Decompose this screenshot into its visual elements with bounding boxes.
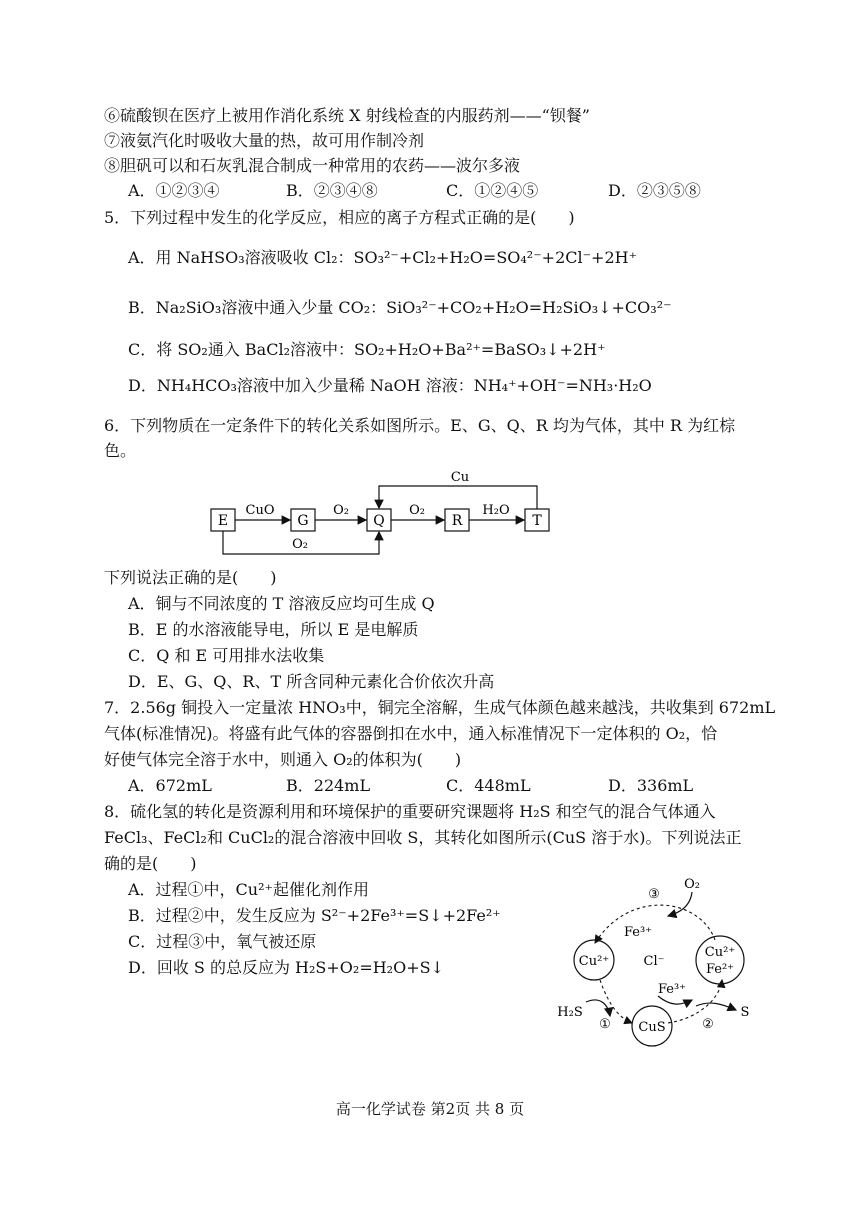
q6-stem-line2: 色。 [104,441,137,460]
o2-label: O₂ [684,877,700,892]
fe3-right-label: Fe³⁺ [657,982,687,997]
q8-option-a: A．过程①中，Cu²⁺起催化剂作用 [128,880,369,899]
q6-option-b: B．E 的水溶液能导电，所以 E 是电解质 [128,620,419,639]
fe3-input-arrow [658,996,692,1004]
step-1-label: ① [599,1017,611,1032]
q7-option-b: B．224mL [286,776,371,795]
label-cu: Cu [450,470,470,485]
q5-option-b: B．Na₂SiO₃溶液中通入少量 CO₂：SiO₃²⁻+CO₂+H₂O=H₂SiO₃↓+CO₃²⁻ [128,298,672,317]
step-3-label: ③ [648,887,660,902]
q6-prompt: 下列说法正确的是( ) [104,568,277,587]
step-2-label: ② [702,1017,714,1032]
q6-option-c: C．Q 和 E 可用排水法收集 [128,646,325,665]
q4-item-7: ⑦液氨汽化时吸收大量的热，故可用作制冷剂 [104,131,425,150]
q4-option-b: B．②③④⑧ [286,181,378,200]
q5-option-c: C．将 SO₂通入 BaCl₂溶液中：SO₂+H₂O+Ba²⁺=BaSO₃↓+2H⁺ [128,340,606,359]
node-e: E [217,513,229,529]
label-o2-qr: O₂ [409,503,425,518]
label-o2-gq: O₂ [333,503,349,518]
label-h2o: H₂O [482,503,510,518]
s-output-arrow [696,1003,736,1010]
s-label: S [740,1005,750,1020]
q8-line3: 确的是( ) [104,854,197,873]
q7-line2: 气体(标准情况)。将盛有此气体的容器倒扣在水中，通入标准情况下一定体积的 O₂，恰 [104,724,718,743]
cl-label: Cl⁻ [643,954,665,969]
h2s-input-arrow [586,1000,610,1016]
q8-line1: 8．硫化氢的转化是资源利用和环境保护的重要研究课题将 H₂S 和空气的混合气体通入 [104,802,716,821]
q5-stem: 5．下列过程中发生的化学反应，相应的离子方程式正确的是( ) [104,208,575,227]
cycle-arc-top [595,905,715,943]
q5-option-d: D．NH₄HCO₃溶液中加入少量稀 NaOH 溶液：NH₄⁺+OH⁻=NH₃·H₂O [128,376,652,395]
label-cuo: CuO [245,503,275,518]
q7-line3: 好使气体完全溶于水中，则通入 O₂的体积为( ) [104,750,462,769]
q8-cycle-diagram [550,868,770,1058]
node-t: T [532,513,542,529]
q8-option-b: B．过程②中，发生反应为 S²⁻+2Fe³⁺=S↓+2Fe²⁺ [128,906,501,925]
arrow-t-q-top [379,486,537,509]
q4-option-d: D．②③⑤⑧ [608,181,701,200]
q4-option-c: C．①②④⑤ [446,181,539,200]
q6-conversion-diagram [205,466,565,562]
q4-option-a: A．①②③④ [128,181,220,200]
page-footer: 高一化学试卷 第2页 共 8 页 [335,1100,525,1118]
cu2-label: Cu²⁺ [578,954,610,969]
q4-item-8: ⑧胆矾可以和石灰乳混合制成一种常用的农药——波尔多液 [104,156,521,175]
node-q: Q [373,513,385,529]
q6-option-a: A．铜与不同浓度的 T 溶液反应均可生成 Q [128,594,435,613]
o2-input-arrow [668,892,692,916]
fe2-in-mixture: Fe²⁺ [705,962,735,977]
node-g: G [297,513,309,529]
q7-line1: 7．2.56g 铜投入一定量浓 HNO₃中，铜完全溶解，生成气体颜色越来越浅，共收集到 672mL [104,698,776,717]
q6-option-d: D．E、G、Q、R、T 所含同种元素化合价依次升高 [128,672,495,691]
q6-stem-line1: 6．下列物质在一定条件下的转化关系如图所示。E、G、Q、R 均为气体，其中 R 为红棕 [104,416,736,435]
node-r: R [451,513,463,529]
fe3-top-label: Fe³⁺ [623,925,653,940]
q7-option-d: D．336mL [608,776,694,795]
q7-option-a: A．672mL [128,776,212,795]
q8-option-d: D．回收 S 的总反应为 H₂S+O₂=H₂O+S↓ [128,958,444,977]
q5-option-a: A．用 NaHSO₃溶液吸收 Cl₂：SO₃²⁻+Cl₂+H₂O=SO₄²⁻+2Cl⁻+2H⁺ [128,248,638,267]
q7-option-c: C．448mL [446,776,531,795]
cus-label: CuS [638,1020,666,1035]
q8-line2: FeCl₃、FeCl₂和 CuCl₂的混合溶液中回收 S，其转化如图所示(CuS 溶于水)。下列说法正 [104,828,742,847]
q4-item-6: ⑥硫酸钡在医疗上被用作消化系统 X 射线检查的内服药剂——“钡餐” [104,106,590,125]
cu2-in-mixture: Cu²⁺ [704,945,736,960]
h2s-label: H₂S [557,1005,583,1020]
label-o2-eq: O₂ [292,537,308,552]
q8-option-c: C．过程③中，氧气被还原 [128,932,317,951]
